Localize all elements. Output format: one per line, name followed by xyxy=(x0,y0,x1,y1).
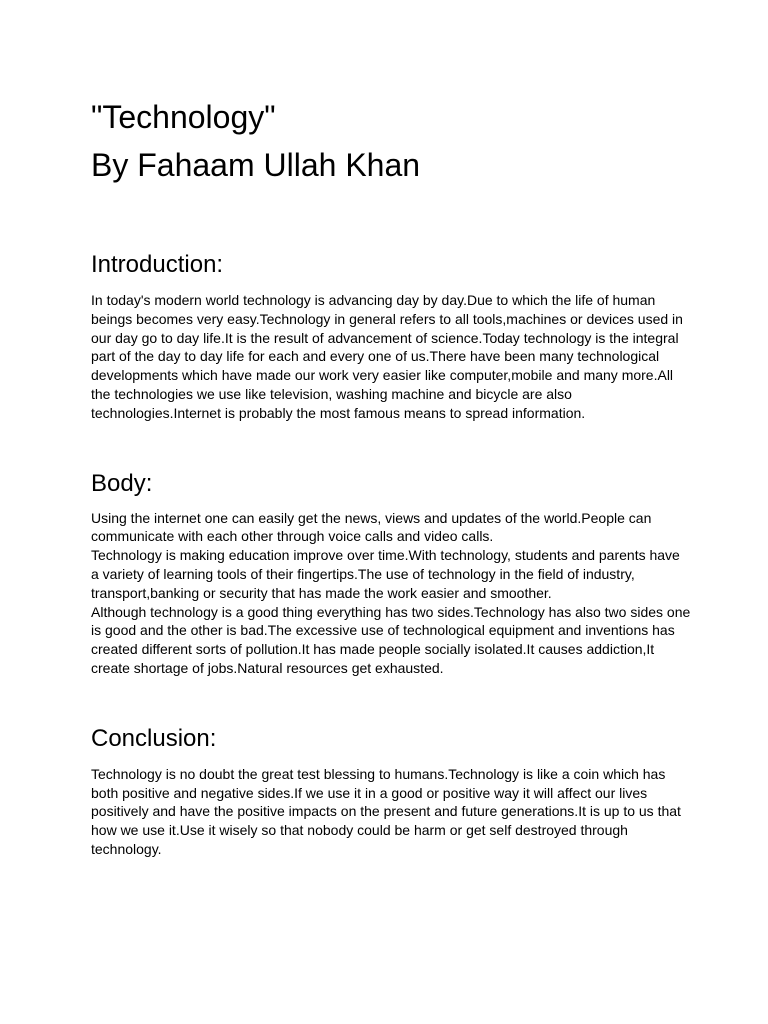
paragraph: Using the internet one can easily get the news, views and updates of the world.People can communicate with each other through voice calls and video calls. xyxy=(91,509,652,545)
body-heading: Body: xyxy=(91,469,153,497)
document-title: "Technology" xyxy=(91,99,276,135)
conclusion-body xyxy=(91,765,691,859)
document-author: By Fahaam Ullah Khan xyxy=(91,147,421,183)
body-section-body xyxy=(91,509,691,678)
paragraph: In today's modern world technology is advancing day by day.Due to which the life of human beings becomes very easy.Technology in general refers to all tools,machines or devices used in our day go to day life.It is the result of advancement of science.Today technology is the integral part of the day to day life for each and every one of us.There have been many technological developments which have made our work very easier like computer,mobile and many more.All the technologies we use like television, washing machine and bicycle are also technologies.Internet is probably the most famous means to spread information. xyxy=(91,292,683,421)
paragraph: Although technology is a good thing everything has two sides.Technology has also two sides one is good and the other is bad.The excessive use of technological equipment and inventions has created different sorts of pollution.It has made people socially isolated.It causes addiction,It create shortage of jobs.Natural resources get exhausted. xyxy=(91,603,691,676)
paragraph: Technology is no doubt the great test blessing to humans.Technology is like a coin which has both positive and negative sides.If we use it in a good or positive way it will affect our lives positively and have the positive impacts on the present and future generations.It is up to us that how we use it.Use it wisely so that nobody could be harm or get self destroyed through technology. xyxy=(91,765,681,857)
introduction-body xyxy=(91,291,691,423)
paragraph: Technology is making education improve over time.With technology, students and parents have a variety of learning tools of their fingertips.The use of technology in the field of industry, transport,banking or security that has made the work easier and smoother. xyxy=(91,547,680,601)
document-page xyxy=(91,93,691,859)
conclusion-heading: Conclusion: xyxy=(91,724,217,752)
introduction-heading: Introduction: xyxy=(91,251,224,278)
